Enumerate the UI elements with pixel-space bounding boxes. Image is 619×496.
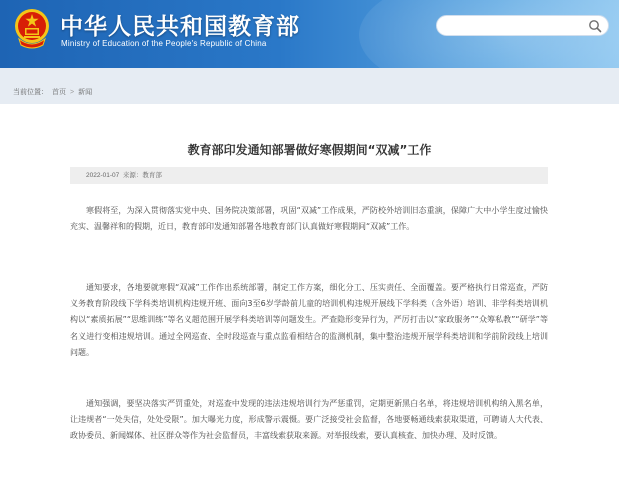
breadcrumb-item-home[interactable]: 首页 — [52, 89, 66, 96]
breadcrumb-separator: > — [70, 88, 75, 96]
article-title: 教育部印发通知部署做好寒假期间“双减”工作 — [187, 143, 432, 157]
breadcrumb-item-news[interactable]: 新闻 — [78, 89, 93, 96]
search-input[interactable] — [436, 15, 609, 36]
breadcrumb-prefix: 当前位置： — [13, 89, 48, 96]
search-icon[interactable] — [588, 19, 602, 33]
site-title[interactable]: 中华人民共和国教育部 — [60, 13, 300, 40]
national-emblem-icon[interactable] — [13, 7, 51, 49]
article-card — [0, 104, 619, 496]
article-date: 2022-01-07 — [86, 172, 120, 179]
article-paragraph: 通知要求，各地要就寒假“双减”工作作出系统部署，制定工作方案，细化分工、压实责任、全面覆盖。要严格执行日常巡查，严防义务教育阶段线下学科类培训机构违规开班、面向3至6岁学龄前儿童的培训机构违规开展线下学科类（含外语）培训、非学科类培训机构以“素质拓展”“思维训练”等名义超范围开展学科类培训等问题发生。严查隐形变异行为，严厉打击以“家政服务”“众筹私教”“研学”等名义进行变相违规培训。通过全网巡查、全时段巡查与重点监看相结合的监测机制，集中整治违规开展学科类培训和学前阶段线上培训问题。 — [70, 283, 548, 357]
article-paragraph: 寒假将至，为深入贯彻落实党中央、国务院决策部署，巩固“双减”工作成果，严防校外培训旧态重演，保障广大中小学生度过愉快充实、温馨祥和的假期，近日，教育部印发通知部署各地教育部门认真做好寒假期间“双减”工作。 — [70, 206, 548, 232]
article-source: 来源：教育部 — [122, 172, 162, 179]
site-subtitle: Ministry of Education of the People's Republic of China — [61, 39, 267, 48]
article-paragraph: 通知强调，要坚决落实严罚重处，对巡查中发现的违法违规培训行为严惩重罚，定期更新黑白名单，将违规培训机构纳入黑名单，让违规者“一处失信，处处受限”。加大曝光力度，形成警示震慑。要广泛接受社会监督，各地要畅通线索获取渠道，可聘请人大代表、政协委员、新闻媒体、社区群众等作为社会监督员，丰富线索获取来源。对举报线索，要认真核查、加快办理、及时反馈。 — [70, 399, 548, 441]
site-header — [0, 0, 619, 68]
breadcrumb — [13, 86, 92, 98]
article-meta — [70, 167, 548, 184]
